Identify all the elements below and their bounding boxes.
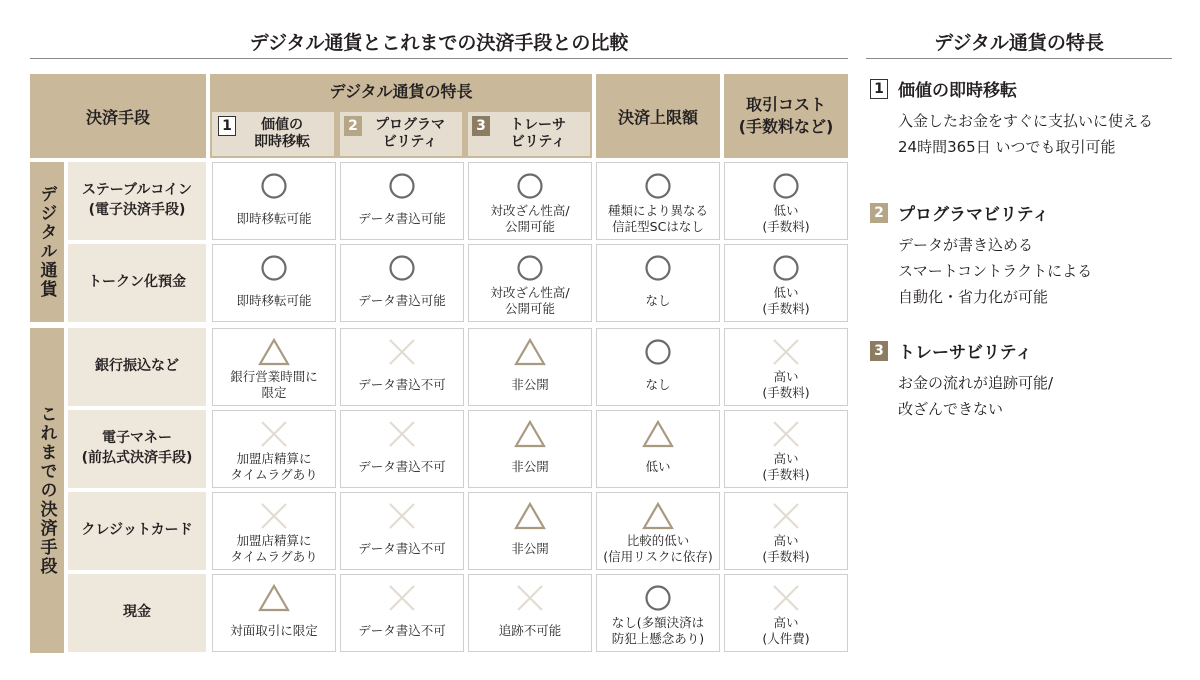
table-cell xyxy=(468,328,592,406)
table-cell xyxy=(212,244,336,322)
side-title-rule xyxy=(866,58,1172,59)
subheader-traceability xyxy=(468,112,590,156)
cell-text: データ書込不可 xyxy=(358,376,446,392)
row-label: ステーブルコイン (電子決済手段) xyxy=(68,162,206,240)
feature-programmability xyxy=(870,200,1190,310)
cell-text: データ書込可能 xyxy=(358,292,446,308)
circle-symbol xyxy=(258,254,290,282)
feature-description: 入金したお金をすぐに支払いに使える 24時間365日 いつでも取引可能 xyxy=(898,112,1154,156)
table-cell xyxy=(724,328,848,406)
num-badge: 3 xyxy=(472,116,490,136)
circle-symbol xyxy=(642,254,674,282)
group-conventional xyxy=(30,328,64,653)
table-cell xyxy=(468,574,592,652)
table-cell xyxy=(596,574,720,652)
header-features-label: デジタル通貨の特長 xyxy=(329,81,473,101)
subheader-label: トレーサ ビリティ xyxy=(510,116,566,150)
feature-traceability xyxy=(870,338,1190,428)
header-method: 決済手段 xyxy=(30,74,206,158)
group-label: これまでの決済手段 xyxy=(36,405,57,576)
main-title-rule xyxy=(30,58,848,59)
cell-text: 対面取引に限定 xyxy=(230,622,318,638)
cell-text: 高い (手数料) xyxy=(762,532,810,564)
cell-text: 高い (手数料) xyxy=(762,368,810,400)
cell-text: 低い xyxy=(645,458,671,474)
row-label: 銀行振込など xyxy=(68,328,206,406)
circle-symbol xyxy=(514,172,546,200)
triangle-symbol xyxy=(642,502,674,530)
cell-text: 非公開 xyxy=(511,540,549,556)
cell-text: 低い (手数料) xyxy=(762,202,810,234)
row-label: トークン化預金 xyxy=(68,244,206,322)
num-badge: 1 xyxy=(870,79,888,99)
table-cell xyxy=(340,492,464,570)
feature-description: お金の流れが追跡可能/ 改ざんできない xyxy=(898,374,1054,418)
table-cell xyxy=(340,410,464,488)
triangle-symbol xyxy=(642,420,674,448)
table-cell xyxy=(340,244,464,322)
feature-title: 価値の即時移転 xyxy=(898,81,1017,101)
circle-symbol xyxy=(642,584,674,612)
cell-text: 非公開 xyxy=(511,376,549,392)
table-cell xyxy=(340,574,464,652)
triangle-symbol xyxy=(258,338,290,366)
num-badge: 2 xyxy=(870,203,888,223)
subheader-label: プログラマ ビリティ xyxy=(375,116,445,150)
cell-text: 高い (手数料) xyxy=(762,450,810,482)
subheader-programmability xyxy=(340,112,462,156)
table-cell xyxy=(468,410,592,488)
table-cell xyxy=(724,162,848,240)
row-label: 現金 xyxy=(68,574,206,652)
row-label: 電子マネー (前払式決済手段) xyxy=(68,410,206,488)
side-title: デジタル通貨の特長 xyxy=(934,31,1104,54)
circle-symbol xyxy=(514,254,546,282)
header-limit: 決済上限額 xyxy=(596,74,720,158)
table-cell xyxy=(724,410,848,488)
subheader-instant xyxy=(212,112,334,156)
circle-symbol xyxy=(642,172,674,200)
circle-symbol xyxy=(386,254,418,282)
cross-symbol xyxy=(258,502,290,530)
cell-text: データ書込不可 xyxy=(358,622,446,638)
table-cell xyxy=(212,574,336,652)
cell-text: 低い (手数料) xyxy=(762,284,810,316)
cell-text: データ書込可能 xyxy=(358,210,446,226)
num-badge: 2 xyxy=(344,116,362,136)
cross-symbol xyxy=(386,338,418,366)
triangle-symbol xyxy=(514,420,546,448)
table-cell xyxy=(596,492,720,570)
cross-symbol xyxy=(386,502,418,530)
table-cell xyxy=(468,492,592,570)
cross-symbol xyxy=(258,420,290,448)
cell-text: なし xyxy=(645,292,671,308)
table-cell xyxy=(212,162,336,240)
circle-symbol xyxy=(642,338,674,366)
feature-description: データが書き込める スマートコントラクトによる 自動化・省力化が可能 xyxy=(898,236,1093,306)
cell-text: データ書込不可 xyxy=(358,540,446,556)
cross-symbol xyxy=(386,584,418,612)
table-cell xyxy=(724,492,848,570)
num-badge: 1 xyxy=(218,116,236,136)
group-label: デジタル通貨 xyxy=(36,185,57,299)
cell-text: 対改ざん性高/ 公開可能 xyxy=(490,284,570,316)
triangle-symbol xyxy=(514,502,546,530)
main-title: デジタル通貨とこれまでの決済手段との比較 xyxy=(249,31,629,54)
table-cell xyxy=(212,492,336,570)
table-cell xyxy=(468,244,592,322)
table-cell xyxy=(212,410,336,488)
cell-text: データ書込不可 xyxy=(358,458,446,474)
group-digital xyxy=(30,162,64,322)
header-cost: 取引コスト (手数料など) xyxy=(724,74,848,158)
table-cell xyxy=(596,244,720,322)
cell-text: なし(多額決済は 防犯上懸念あり) xyxy=(611,614,705,646)
cell-text: 高い (人件費) xyxy=(762,614,810,646)
feature-title: プログラマビリティ xyxy=(898,205,1050,225)
cross-symbol xyxy=(386,420,418,448)
cell-text: 加盟店精算に タイムラグあり xyxy=(230,450,318,482)
cell-text: 対改ざん性高/ 公開可能 xyxy=(490,202,570,234)
triangle-symbol xyxy=(258,584,290,612)
table-cell xyxy=(596,162,720,240)
cross-symbol xyxy=(770,584,802,612)
circle-symbol xyxy=(258,172,290,200)
circle-symbol xyxy=(770,172,802,200)
circle-symbol xyxy=(770,254,802,282)
table-cell xyxy=(340,162,464,240)
table-cell xyxy=(468,162,592,240)
cell-text: 非公開 xyxy=(511,458,549,474)
cell-text: 加盟店精算に タイムラグあり xyxy=(230,532,318,564)
table-cell xyxy=(596,328,720,406)
cross-symbol xyxy=(770,338,802,366)
cell-text: 比較的低い (信用リスクに依存) xyxy=(603,532,713,564)
cross-symbol xyxy=(770,502,802,530)
feature-title: トレーサビリティ xyxy=(898,343,1033,363)
table-cell xyxy=(724,574,848,652)
triangle-symbol xyxy=(514,338,546,366)
row-label: クレジットカード xyxy=(68,492,206,570)
table-cell xyxy=(596,410,720,488)
table-cell xyxy=(212,328,336,406)
cell-text: なし xyxy=(645,376,671,392)
cross-symbol xyxy=(514,584,546,612)
cell-text: 即時移転可能 xyxy=(236,292,312,308)
cell-text: 銀行営業時間に 限定 xyxy=(230,368,318,400)
feature-instant xyxy=(870,76,1190,166)
circle-symbol xyxy=(386,172,418,200)
table-cell xyxy=(724,244,848,322)
cell-text: 即時移転可能 xyxy=(236,210,312,226)
num-badge: 3 xyxy=(870,341,888,361)
cross-symbol xyxy=(770,420,802,448)
cell-text: 追跡不可能 xyxy=(498,622,562,638)
table-cell xyxy=(340,328,464,406)
cell-text: 種類により異なる 信託型SCはなし xyxy=(607,202,708,234)
subheader-label: 価値の 即時移転 xyxy=(254,116,310,150)
